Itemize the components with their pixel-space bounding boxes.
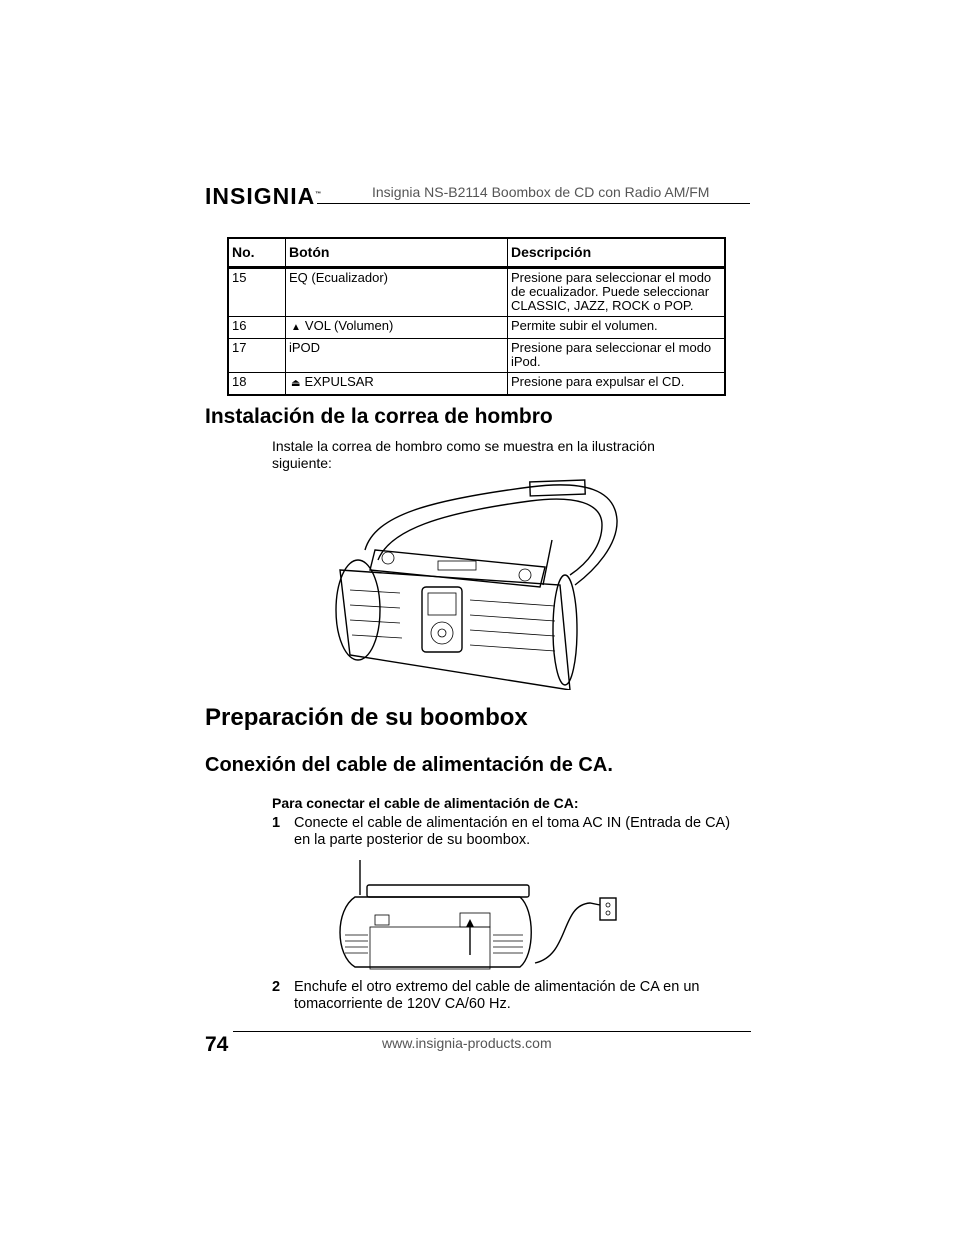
table-row	[228, 373, 725, 396]
header-rule	[317, 203, 750, 204]
step-number: 2	[272, 979, 281, 995]
row-number: 15	[228, 268, 286, 317]
boombox-strap-illustration	[330, 475, 625, 690]
power-subheading: Para conectar el cable de alimentación de CA:	[272, 795, 579, 811]
row-button-label: VOL (Volumen)	[304, 318, 394, 333]
step-text: Conecte el cable de alimentación en el toma AC IN (Entrada de CA) en la parte posterior de su boombox.	[294, 815, 731, 848]
table-row	[228, 317, 725, 339]
row-number: 16	[228, 317, 286, 339]
row-description: Presione para seleccionar el modo iPod.	[508, 339, 726, 373]
row-number: 18	[228, 373, 286, 396]
footer-rule	[233, 1031, 751, 1032]
row-button: iPOD	[286, 339, 508, 373]
row-button	[286, 317, 508, 339]
row-description: Presione para seleccionar el modo de ecualizador. Puede seleccionar CLASSIC, JAZZ, ROCK o POP.	[508, 268, 726, 317]
header-title: Insignia NS-B2114 Boombox de CD con Radio AM/FM	[372, 184, 710, 200]
table-header-row	[228, 238, 725, 268]
up-triangle-icon: ▲	[291, 322, 301, 333]
column-header-no: No.	[228, 238, 286, 268]
column-header-button: Botón	[286, 238, 508, 268]
insignia-logo: INSIGNIA™	[205, 183, 323, 209]
footer-url: www.insignia-products.com	[382, 1035, 552, 1051]
table-row	[228, 339, 725, 373]
power-cable-illustration	[335, 855, 620, 975]
row-description: Presione para expulsar el CD.	[508, 373, 726, 396]
column-header-description: Descripción	[508, 238, 726, 268]
row-button-label: EXPULSAR	[304, 374, 374, 389]
eject-icon: ⏏	[291, 378, 301, 389]
strap-section-heading: Instalación de la correa de hombro	[205, 405, 553, 428]
table-row	[228, 268, 725, 317]
power-section-heading: Conexión del cable de alimentación de CA.	[205, 754, 613, 776]
prep-section-heading: Preparación de su boombox	[205, 704, 528, 731]
row-description: Permite subir el volumen.	[508, 317, 726, 339]
page-number: 74	[205, 1033, 229, 1056]
row-button: EQ (Ecualizador)	[286, 268, 508, 317]
row-number: 17	[228, 339, 286, 373]
step-number: 1	[272, 815, 281, 831]
strap-instructions: Instale la correa de hombro como se muestra en la ilustración siguiente:	[272, 438, 655, 471]
button-table	[227, 237, 726, 396]
step-text: Enchufe el otro extremo del cable de alimentación de CA en un tomacorriente de 120V CA/60 Hz.	[294, 979, 700, 1012]
row-button	[286, 373, 508, 396]
